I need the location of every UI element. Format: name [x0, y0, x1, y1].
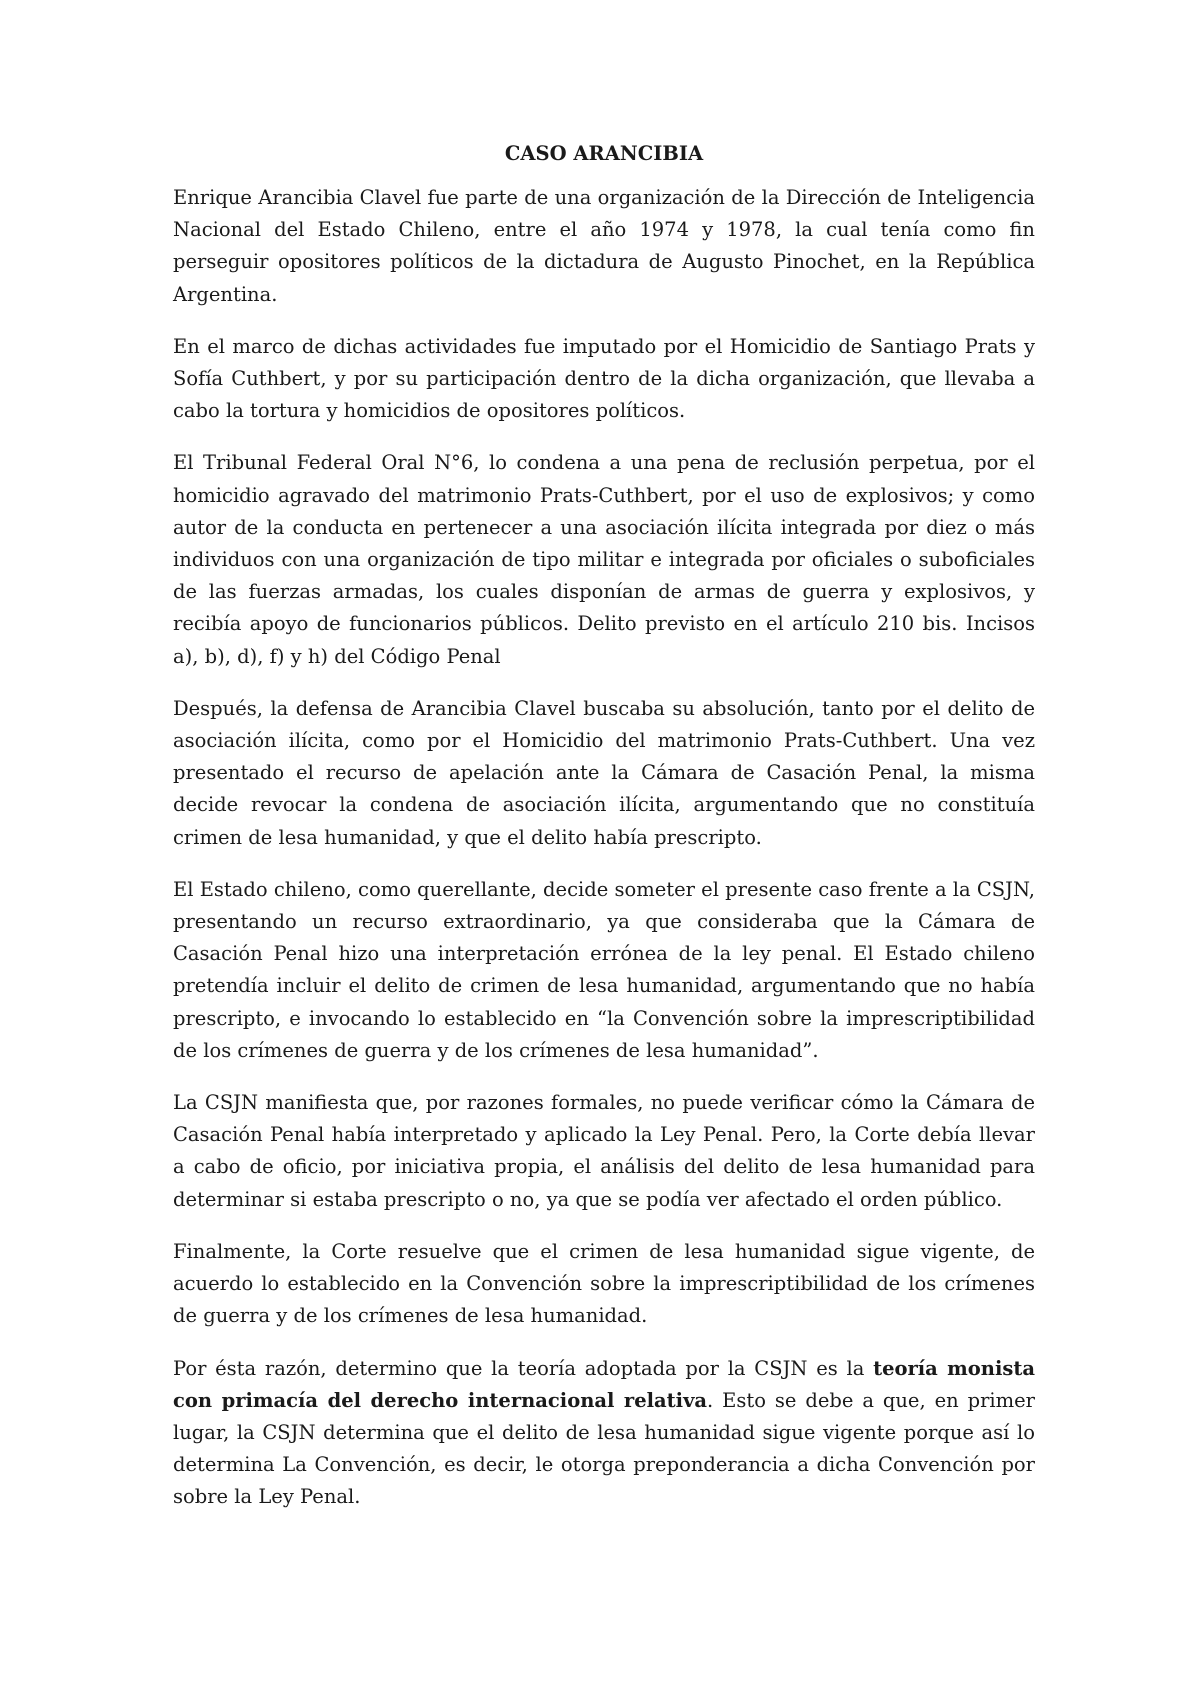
paragraph-8-end: . Esto se debe a que, en primer lugar, la CSJN determina que el delito de lesa humanidad sigue vigente porque así lo determina La Convención, es decir, le otorga preponderancia a dicha Convención por sobre la Ley Penal. [173, 1388, 1035, 1509]
paragraph-3: El Tribunal Federal Oral N°6, lo condena a una pena de reclusión perpetua, por el homicidio agravado del matrimonio Prats-Cuthbert, por el uso de explosivos; y como autor de la conducta en pertenecer a una asociación ilícita integrada por diez o más individuos con una organización de tipo militar e integrada por oficiales o suboficiales de las fuerzas armadas, los cuales disponían de armas de guerra y explosivos, y recibía apoyo de funcionarios públicos. Delito previsto en el artículo 210 bis. Incisos a), b), d), f) y h) del Código Penal [173, 451, 1035, 668]
paragraph-8 [173, 1353, 1035, 1514]
paragraph-5: El Estado chileno, como querellante, decide someter el presente caso frente a la CSJN, presentando un recurso extraordinario, ya que consideraba que la Cámara de Casación Penal hizo una interpretación errónea de la ley penal. El Estado chileno pretendía incluir el delito de crimen de lesa humanidad, argumentando que no había prescripto, e invocando lo establecido en “la Convención sobre la imprescriptibilidad de los crímenes de guerra y de los crímenes de lesa humanidad”. [173, 877, 1035, 1062]
document-title: CASO ARANCIBIA [504, 142, 704, 165]
paragraph-2: En el marco de dichas actividades fue imputado por el Homicidio de Santiago Prats y Sofía Cuthbert, y por su participación dentro de la dicha organización, que llevaba a cabo la tortura y homicidios de opositores políticos. [173, 334, 1035, 423]
paragraph-4: Después, la defensa de Arancibia Clavel buscaba su absolución, tanto por el delito de asociación ilícita, como por el Homicidio del matrimonio Prats-Cuthbert. Una vez presentado el recurso de apelación ante la Cámara de Casación Penal, la misma decide revocar la condena de asociación ilícita, argumentando que no constituía crimen de lesa humanidad, y que el delito había prescripto. [173, 696, 1035, 849]
paragraph-7: Finalmente, la Corte resuelve que el crimen de lesa humanidad sigue vigente, de acuerdo lo establecido en la Convención sobre la imprescriptibilidad de los crímenes de guerra y de los crímenes de lesa humanidad. [173, 1239, 1035, 1328]
paragraph-8-start: Por ésta razón, determino que la teoría adoptada por la CSJN es la [173, 1356, 874, 1380]
document-body [173, 138, 1035, 1534]
paragraph-6: La CSJN manifiesta que, por razones formales, no puede verificar cómo la Cámara de Casación Penal había interpretado y aplicado la Ley Penal. Pero, la Corte debía llevar a cabo de oficio, por iniciativa propia, el análisis del delito de lesa humanidad para determinar si estaba prescripto o no, ya que se podía ver afectado el orden público. [173, 1091, 1035, 1211]
paragraph-8-emphasis: teoría monista con primacía del derecho internacional relativa [173, 1356, 1035, 1412]
paragraph-1: Enrique Arancibia Clavel fue parte de una organización de la Dirección de Inteligencia Nacional del Estado Chileno, entre el año 1974 y 1978, la cual tenía como fin perseguir opositores políticos de la dictadura de Augusto Pinochet, en la República Argentina. [173, 186, 1035, 306]
